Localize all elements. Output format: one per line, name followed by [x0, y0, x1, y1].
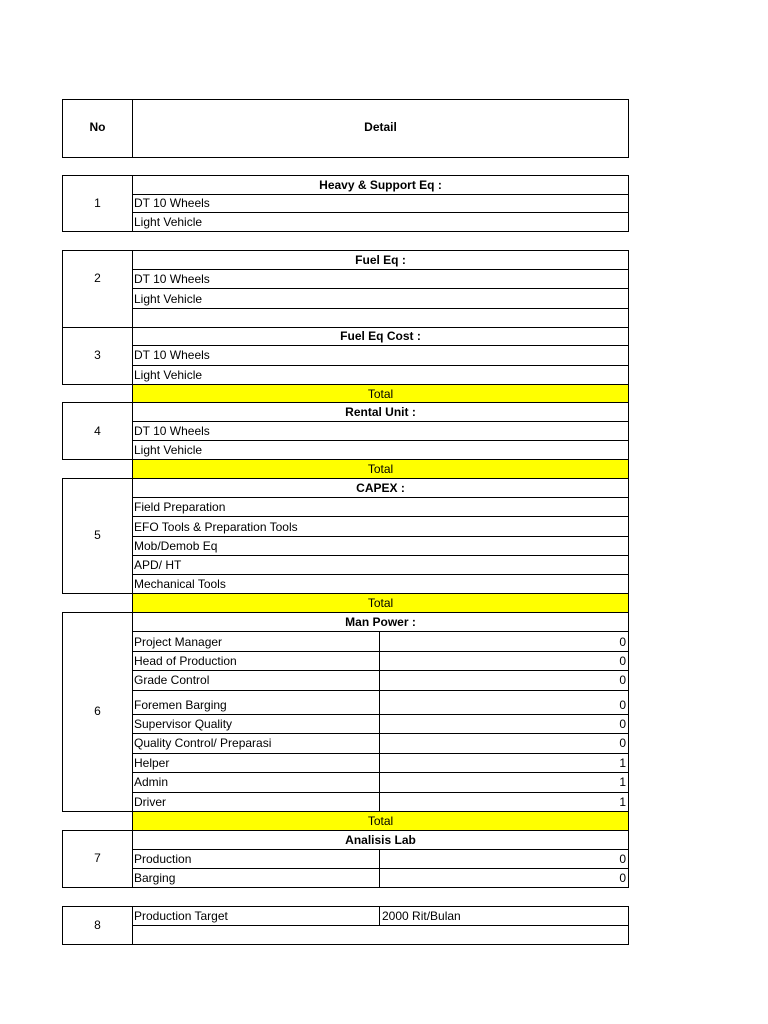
section-4-total: Total	[367, 462, 394, 476]
section-5-number: 5	[94, 528, 101, 542]
section-7-row-label: Production	[134, 852, 192, 866]
section-6-row-label: Project Manager	[134, 635, 223, 649]
section-6-row-label: Head of Production	[134, 654, 237, 668]
section-2-item: Light Vehicle	[134, 292, 203, 306]
section-5-item: Mob/Demob Eq	[134, 539, 218, 553]
section-7-row-label: Barging	[134, 871, 176, 885]
section-6-row-value: 0	[619, 698, 626, 712]
section-8-row-label: Production Target	[134, 909, 228, 923]
section-5-item: Mechanical Tools	[134, 577, 226, 591]
section-6-row-value: 0	[619, 635, 626, 649]
section-6-total: Total	[367, 814, 394, 828]
section-4-item: DT 10 Wheels	[134, 424, 210, 438]
section-2-title: Fuel Eq :	[355, 253, 406, 267]
section-6-row-value: 1	[619, 795, 626, 809]
section-5-total: Total	[367, 596, 394, 610]
section-4-number: 4	[94, 424, 101, 438]
section-6-row-value: 1	[619, 756, 626, 770]
section-3-item: DT 10 Wheels	[134, 348, 210, 362]
column-header-no: No	[89, 120, 106, 134]
section-6-row-label: Admin	[134, 775, 169, 789]
section-1-item: DT 10 Wheels	[134, 196, 210, 210]
section-3-number: 3	[94, 348, 101, 362]
section-6-row-value: 1	[619, 775, 626, 789]
section-4-title: Rental Unit :	[345, 405, 416, 419]
section-2-item: DT 10 Wheels	[134, 272, 210, 286]
section-7-number: 7	[94, 851, 101, 865]
section-1-item: Light Vehicle	[134, 215, 203, 229]
section-3-item: Light Vehicle	[134, 368, 203, 382]
section-5-title: CAPEX :	[356, 481, 405, 495]
section-8-number: 8	[94, 918, 101, 932]
section-8-row-value: 2000 Rit/Bulan	[382, 909, 461, 923]
section-3-title: Fuel Eq Cost :	[340, 329, 421, 343]
section-6-row-label: Quality Control/ Preparasi	[134, 736, 272, 750]
section-5-item: EFO Tools & Preparation Tools	[134, 520, 298, 534]
section-5-item: Field Preparation	[134, 500, 226, 514]
section-1-title: Heavy & Support Eq :	[319, 178, 442, 192]
section-6-row-label: Driver	[134, 795, 166, 809]
section-7-row-value: 0	[619, 852, 626, 866]
section-6-row-value: 0	[619, 654, 626, 668]
section-2-number: 2	[94, 271, 101, 285]
section-5-item: APD/ HT	[134, 558, 182, 572]
section-7-title: Analisis Lab	[345, 833, 416, 847]
section-6-number: 6	[94, 704, 101, 718]
section-7-row-value: 0	[619, 871, 626, 885]
section-6-title: Man Power :	[345, 615, 416, 629]
section-6-row-label: Grade Control	[134, 673, 210, 687]
section-6-row-label: Foremen Barging	[134, 698, 227, 712]
section-4-item: Light Vehicle	[134, 443, 203, 457]
column-header-detail: Detail	[364, 120, 397, 134]
section-1-number: 1	[94, 196, 101, 210]
section-6-row-value: 0	[619, 673, 626, 687]
section-6-row-label: Supervisor Quality	[134, 717, 233, 731]
section-6-row-value: 0	[619, 717, 626, 731]
section-6-row-label: Helper	[134, 756, 170, 770]
section-3-total: Total	[367, 387, 394, 401]
section-6-row-value: 0	[619, 736, 626, 750]
